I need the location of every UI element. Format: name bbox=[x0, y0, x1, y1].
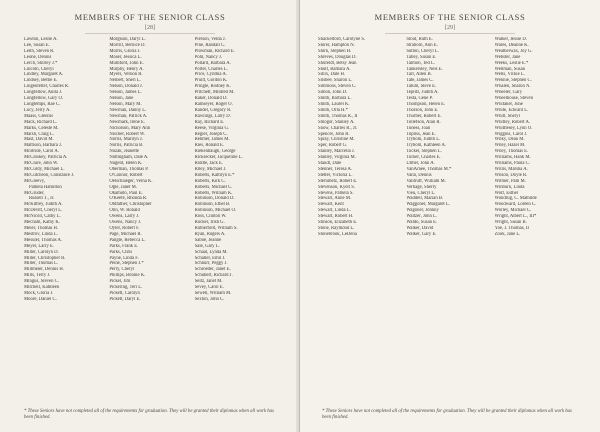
senior-name: Wilson, Doyle R. bbox=[494, 172, 528, 178]
senior-name: Longtemps, Rae C. bbox=[24, 101, 61, 107]
senior-name: Wells, Vickie L. bbox=[494, 72, 525, 78]
senior-name: Millmeier, Dennis H. bbox=[24, 267, 64, 273]
senior-name: Pine, Randall C. bbox=[194, 42, 226, 48]
senior-name: Plowman, Richard E. bbox=[194, 48, 235, 54]
senior-name: Shackelford, Carolyne S. bbox=[318, 37, 366, 42]
senior-name: Schroeder, Janet E. bbox=[194, 267, 231, 273]
senior-name: Pierson, Velda J. bbox=[194, 37, 226, 42]
senior-name: Smith, Orla H.* bbox=[318, 107, 348, 113]
senior-name: Silsbee, Sharon L. bbox=[318, 78, 353, 84]
senior-name: Spencer, John R. bbox=[318, 131, 350, 137]
page-heading: MEMBERS OF THE SENIOR CLASS bbox=[74, 12, 226, 22]
senior-name: Walker, Jessie D. bbox=[494, 37, 527, 42]
senior-name: Owens, Nancy J. bbox=[109, 220, 142, 226]
senior-name: Wilky, Dean M. bbox=[494, 137, 525, 143]
senior-name: Lee, Susan E. bbox=[24, 42, 50, 48]
senior-name: Mestrov, Linda L. bbox=[24, 231, 58, 237]
senior-name: Pangle, Rebecca L. bbox=[109, 237, 146, 243]
senior-name: Oldfather, Christopher bbox=[109, 202, 152, 208]
senior-name: Sutton, Cheryl L. bbox=[406, 48, 439, 54]
senior-name: Okamoto, Paul E. bbox=[109, 190, 143, 196]
senior-name: Stetter, Victoria L. bbox=[318, 172, 353, 178]
senior-name: Nelson, Donald J. bbox=[109, 84, 143, 90]
senior-name: Stevens, Pamela S. bbox=[318, 190, 354, 196]
senior-name: McDevitt, Cheryl L. bbox=[24, 208, 63, 214]
senior-name: Trybom, Judith L. bbox=[406, 137, 441, 143]
senior-name: Newmark, Irene E. bbox=[109, 119, 145, 125]
senior-name: Thurber, Robert E. bbox=[406, 113, 442, 119]
name-columns bbox=[24, 37, 280, 303]
senior-name: Mesuler, Thomas A. bbox=[24, 237, 63, 243]
senior-name: Peine, Stephen J.* bbox=[109, 261, 144, 267]
senior-name: Stewart, Kent bbox=[318, 202, 344, 208]
page-heading: MEMBERS OF THE SENIOR CLASS bbox=[374, 12, 526, 22]
senior-name: Olin, W. Ronald bbox=[109, 208, 140, 214]
senior-name: Mattison, Barbara J. bbox=[24, 143, 63, 149]
senior-name: Parks, Frank E. bbox=[109, 243, 139, 249]
senior-name: Porter, Charles L. bbox=[194, 66, 228, 72]
senior-name: Mecham, Kathy K. bbox=[24, 220, 60, 226]
senior-name: Murphy, Henry A. bbox=[109, 66, 144, 72]
senior-name: Oberman, Thomas P. bbox=[109, 166, 149, 172]
footnote: * These Seniors have not completed all of the requirements for graduation. They will be granted their diplomas when all work has been finished. bbox=[24, 409, 274, 420]
name-columns bbox=[318, 37, 583, 238]
senior-name: Page, Michael R. bbox=[109, 231, 142, 237]
senior-name: Schaal, Lynda M. bbox=[194, 249, 228, 255]
senior-name: Mingus, Steven C. bbox=[24, 279, 59, 285]
senior-name: Sexton, John C. bbox=[194, 296, 225, 302]
name-column bbox=[195, 37, 280, 303]
senior-name: Miller, Thomas L. bbox=[24, 261, 59, 267]
senior-name: Zook, Jane L. bbox=[494, 231, 521, 237]
senior-name: Ray, Richard E. bbox=[194, 119, 225, 125]
senior-name: Mack, Richard L. bbox=[24, 119, 58, 125]
senior-name: Pritchett, Mildred M. bbox=[194, 90, 235, 96]
senior-name: Nottingham, Dale A. bbox=[109, 155, 149, 161]
senior-name: O'Connor, Robert bbox=[109, 172, 143, 178]
senior-name: Lawton, Leslie A. bbox=[24, 37, 58, 42]
senior-name: Stonebrook, LeDena bbox=[318, 231, 357, 237]
senior-name: Owens, Larry J. bbox=[109, 214, 140, 220]
senior-name: Vieu, Cheryl L. bbox=[406, 190, 436, 196]
senior-name: Winburn, Linda bbox=[494, 184, 525, 190]
senior-name: Whalen, Sharon N. bbox=[494, 84, 531, 90]
senior-name: Talley, Susan E. bbox=[406, 54, 437, 60]
senior-name: Pickett, Carolyn bbox=[109, 290, 140, 296]
senior-name: Ricksecker, Jacqueline L. bbox=[194, 155, 243, 161]
senior-name: Norris, Patricia B. bbox=[109, 143, 144, 149]
senior-name: Morris, Gloria J. bbox=[109, 48, 141, 54]
senior-name: Riley, Michael J. bbox=[194, 166, 227, 172]
name-column bbox=[318, 37, 406, 238]
senior-name: Worley, Michael C. bbox=[494, 208, 532, 214]
senior-name: Stewart, Linda L. bbox=[318, 208, 351, 214]
senior-name: Tatum, Steve E. bbox=[406, 84, 437, 90]
senior-name: Morrill, Bernice D. bbox=[109, 42, 146, 48]
senior-name: VanArnee, Thomas M.* bbox=[406, 166, 452, 172]
senior-name: Wright, Albert L., III* bbox=[494, 214, 537, 220]
senior-name: Weatherwax, Joy G. bbox=[494, 48, 533, 54]
senior-name: Stanley, Virginia M. bbox=[318, 155, 356, 161]
senior-name: O'Keefe, Rhonda R. bbox=[109, 196, 148, 202]
senior-name: Mills, Terry J. bbox=[24, 273, 51, 279]
senior-name: Nugent, Helen K. bbox=[109, 161, 143, 167]
senior-name: Wares, Deanne K. bbox=[494, 42, 529, 48]
senior-name: Strahorn, Ann E. bbox=[406, 42, 438, 48]
senior-name: Mumford, John E. bbox=[109, 60, 144, 66]
senior-name: Williams, Paula C. bbox=[494, 161, 530, 167]
senior-name: Marsh, Craig L. bbox=[24, 131, 54, 137]
senior-name: Topliss, Jean E. bbox=[406, 131, 436, 137]
senior-name: Stanley, Marcella J. bbox=[318, 149, 355, 155]
senior-name: Shufeldt, Betsy Jean bbox=[318, 60, 357, 66]
senior-name: Talmon, Ted L. bbox=[406, 60, 436, 66]
senior-name: Simon, John D. bbox=[318, 90, 348, 96]
senior-name: Neibert, Sheri L. bbox=[109, 78, 141, 84]
senior-name: Whittlesey, Lynn O. bbox=[494, 125, 533, 131]
senior-name: McClure, John W. bbox=[24, 161, 59, 167]
senior-name: Pickering, Teri L. bbox=[109, 285, 143, 291]
senior-name: Longfellow, Anita J. bbox=[24, 90, 63, 96]
senior-name: Ulmer, John A. bbox=[406, 161, 435, 167]
senior-name: Mast, David M. bbox=[24, 137, 54, 143]
senior-name: Moser, Jessica L. bbox=[109, 54, 142, 60]
senior-name: Miller, Christopher R. bbox=[24, 255, 66, 261]
senior-name: Nelson, Mary M. bbox=[109, 101, 142, 107]
senior-name: Mock, Gloria J. bbox=[24, 290, 54, 296]
senior-name: Woodward, Loreen C. bbox=[494, 202, 537, 208]
senior-name: Oyler, Robert F. bbox=[109, 226, 140, 231]
senior-name: Testa, Gene P. bbox=[406, 96, 433, 102]
senior-name: Smith, Laurel K. bbox=[318, 101, 350, 107]
senior-name: Williams, Hank M. bbox=[494, 155, 531, 161]
name-column bbox=[24, 37, 109, 303]
senior-name: Pohl, Nancy J. bbox=[194, 54, 222, 60]
senior-name: Yoe, J. Thomas, II bbox=[494, 226, 529, 231]
senior-name: Saboe, Jeanne bbox=[194, 237, 222, 243]
senior-name: Sternmetz, Robert E. bbox=[318, 178, 358, 184]
senior-name: Wondrug, C. Mathilde bbox=[494, 196, 537, 202]
senior-name: Thorson, John E. bbox=[406, 107, 439, 113]
page-number: [29] bbox=[445, 25, 455, 31]
senior-name: Smogor, Stanley A. bbox=[318, 119, 355, 125]
senior-name: Teplitz, Judith A. bbox=[406, 90, 439, 96]
senior-name: Thompson, Helen E. bbox=[406, 101, 446, 107]
senior-name: Pickett, Daryl E. bbox=[109, 296, 141, 302]
senior-name: Sper, Robert G. bbox=[318, 143, 348, 149]
senior-name: Seitz, Janet M. bbox=[194, 279, 223, 285]
senior-name: Walker, Gary E. bbox=[406, 231, 437, 237]
senior-name: Stout, Ruth E. bbox=[406, 37, 433, 42]
senior-name: Wennie, Stephen C. bbox=[494, 78, 532, 84]
senior-name: Wiley, Thomas E. bbox=[494, 149, 529, 155]
senior-name: Ries, Ronald E. bbox=[194, 143, 225, 149]
senior-name: Schnurr, Peggy J. bbox=[194, 261, 228, 267]
senior-name: Tankersley, Nels E. bbox=[406, 66, 443, 72]
name-column bbox=[109, 37, 194, 303]
senior-name: Payne, Linda F. bbox=[109, 255, 139, 261]
senior-name: Willis, Marsha A. bbox=[494, 166, 528, 172]
senior-name: Riddle, Jack E. bbox=[194, 161, 224, 167]
senior-name: Wright, Susan B. bbox=[494, 220, 527, 226]
name-column bbox=[406, 37, 494, 238]
senior-name: Stinson, Elizabeth E. bbox=[318, 220, 358, 226]
senior-name: McGruder, bbox=[24, 190, 45, 196]
senior-name: Ross, Clinton W. bbox=[194, 214, 227, 220]
senior-name: Myers, Vernon R. bbox=[109, 72, 143, 78]
senior-name: Webster, Jane bbox=[494, 54, 521, 60]
senior-name: Schaller, Emil J. bbox=[194, 255, 226, 261]
senior-name: Miller, Carolyn D. bbox=[24, 249, 59, 255]
senior-name: Nischer, Robert W. bbox=[109, 131, 146, 137]
senior-name: Sillix, Dale H. bbox=[318, 72, 346, 78]
senior-name: Price, Cynthia A. bbox=[194, 72, 227, 78]
senior-name: Whitley, Robert A. bbox=[494, 119, 531, 125]
senior-name: Lindley, Margaret A. bbox=[24, 72, 64, 78]
senior-name: Stewart, Anne M. bbox=[318, 196, 352, 202]
senior-name: Wheeler, Gary bbox=[494, 90, 523, 96]
senior-name: Marks, Celeste M. bbox=[24, 125, 59, 131]
senior-name: Wellman, Susan bbox=[494, 66, 526, 72]
senior-name: Waggoner, Margaret L. bbox=[406, 202, 450, 208]
senior-name: Shutt, Barbara A. bbox=[318, 66, 351, 72]
senior-name: Waddell, Marian B. bbox=[406, 196, 444, 202]
senior-name: Perry, Cheryl bbox=[109, 267, 135, 273]
senior-name: Robinson, Donald D. bbox=[194, 196, 235, 202]
senior-name: Meyer, Larry E. bbox=[24, 243, 55, 249]
senior-name: Wagoner, Johnny bbox=[406, 208, 439, 214]
senior-name: Lincoln, Cheryl bbox=[24, 66, 54, 72]
senior-name: Pollard, Barbara A. bbox=[194, 60, 231, 66]
senior-name: Lindsey, Bettie E. bbox=[24, 78, 58, 84]
senior-name: Witmer, Pam M. bbox=[494, 178, 526, 184]
senior-name: Leith, Steven R. bbox=[24, 48, 55, 54]
senior-name: Turner, Charles E. bbox=[406, 155, 441, 161]
senior-name: Raker, Donald D. bbox=[194, 96, 228, 102]
senior-name: McNicoll, Cathy L. bbox=[24, 214, 61, 220]
senior-name: Smith, Thomas R., II bbox=[318, 113, 358, 119]
senior-name: Tarr, Allen B. bbox=[406, 72, 432, 78]
senior-name: Riekenbaugh, George bbox=[194, 149, 236, 155]
senior-name: Rutherford, William S. bbox=[194, 226, 238, 231]
senior-name: McCutcheon, Constance J. bbox=[24, 172, 75, 178]
divider bbox=[85, 33, 215, 34]
senior-name: Newman, Patrick A. bbox=[109, 113, 148, 119]
senior-name: Staudt, Dale bbox=[318, 161, 342, 167]
senior-name: Meier, Thomas H. bbox=[24, 226, 59, 231]
senior-name: Ryan, Rogers A. bbox=[194, 231, 226, 237]
senior-name: McCloskey, Patricia A. bbox=[24, 155, 68, 161]
senior-name: Stenner, Teresa A. bbox=[318, 166, 353, 172]
senior-name: Oelschlaeger, Verna K. bbox=[109, 178, 153, 184]
senior-name: McBride, Carol A. bbox=[24, 149, 59, 155]
senior-name: Toness, Joan bbox=[406, 125, 431, 131]
senior-name: Russell T., Jr. bbox=[29, 196, 55, 202]
senior-name: Wolf, Esther bbox=[494, 190, 519, 196]
footnote: * These Seniors have not completed all of the requirements for graduation. They will be granted their diplomas when all work has been finished. bbox=[322, 409, 572, 420]
senior-name: Morgison, Daryl L. bbox=[109, 37, 146, 42]
senior-name: Nelson, Jane bbox=[109, 96, 134, 102]
page-number: [28] bbox=[145, 25, 155, 31]
senior-name: Norris, Marilyn J. bbox=[109, 137, 143, 143]
senior-name: Whitaker, June bbox=[494, 101, 523, 107]
senior-name: Longfellow, Gary O. bbox=[24, 96, 64, 102]
senior-name: Nelson, James L. bbox=[109, 90, 142, 96]
senior-name: Pickel, Jim bbox=[109, 279, 131, 285]
senior-name: Vantruff, William M. bbox=[406, 178, 446, 184]
senior-name: Snow, Charles R., Jr. bbox=[318, 125, 358, 131]
senior-name: Tuckel, Stephen L. bbox=[406, 149, 442, 155]
senior-name: McGreevy, bbox=[24, 178, 45, 184]
senior-name: Waldo, Susan E. bbox=[406, 220, 438, 226]
senior-name: Roberts, William K. bbox=[194, 190, 233, 196]
senior-name: Leone, Dennis bbox=[24, 54, 52, 60]
senior-name: Reese, Virginia G. bbox=[194, 125, 230, 131]
senior-name: Robinson, Ethel B. bbox=[194, 202, 231, 208]
senior-name: Lucy, Jerry A. bbox=[24, 107, 51, 113]
name-column bbox=[495, 37, 583, 238]
senior-name: Weeks, Leslie E.* bbox=[494, 60, 529, 66]
senior-name: Stone, Raymond L. bbox=[318, 226, 355, 231]
senior-name: Parks, Chris bbox=[109, 249, 133, 255]
senior-name: Rehmer, James M. bbox=[194, 137, 230, 143]
senior-name: Regier, Joseph C. bbox=[194, 131, 228, 137]
senior-name: Shirk, Stephen H. bbox=[318, 48, 352, 54]
senior-name: Rawlings, Larry D. bbox=[194, 113, 231, 119]
senior-name: Shirer, Hampton N. bbox=[318, 42, 355, 48]
senior-name: Sevey, Carol E. bbox=[194, 285, 224, 291]
senior-name: White, Edward L. bbox=[494, 107, 529, 113]
senior-name: Mitchell, Kathleen bbox=[24, 285, 60, 291]
senior-name: Pruitt, Gordon K. bbox=[194, 78, 228, 84]
senior-name: Lerch, Shirley J.* bbox=[24, 60, 58, 66]
senior-name: Tate, James C. bbox=[406, 78, 434, 84]
senior-name: Smith, Barbara L. bbox=[318, 96, 352, 102]
senior-name: Roberts, Michael C. bbox=[194, 184, 233, 190]
senior-name: Ogle, Janet M. bbox=[109, 184, 137, 190]
senior-name: Stevenson, Kyell S. bbox=[318, 184, 355, 190]
senior-name: Walker, David bbox=[406, 226, 434, 231]
senior-name: Stewart, Robert H. bbox=[318, 214, 354, 220]
senior-name: Wheelhouse, Steven bbox=[494, 96, 533, 102]
senior-name: Sewell, William M. bbox=[194, 290, 232, 296]
senior-name: Ramseyer, Roger O. bbox=[194, 101, 233, 107]
senior-name: Trybom, Kathleen A. bbox=[406, 143, 446, 149]
senior-name: Robinson, Michael O. bbox=[194, 208, 237, 214]
senior-name: McCurdy, Michael L. bbox=[24, 166, 65, 172]
senior-name: Newman, Danny L. bbox=[109, 107, 147, 113]
senior-name: Rucker, Irish G. bbox=[194, 220, 225, 226]
right-page bbox=[300, 0, 600, 432]
senior-name: Pringle, Rodney K. bbox=[194, 84, 231, 90]
senior-name: Lingenfelter, Charles R. bbox=[24, 84, 70, 90]
divider bbox=[385, 33, 515, 34]
senior-name: Spray, Christine M. bbox=[318, 137, 355, 143]
senior-name: Schubert, Richard J. bbox=[194, 273, 233, 279]
senior-name: Moore, Daniel C. bbox=[24, 296, 57, 302]
senior-name: Randel, Gregory R. bbox=[194, 107, 232, 113]
senior-name: Vann, Dennis bbox=[406, 172, 432, 178]
senior-name: Wiley, Hazel M. bbox=[494, 143, 526, 149]
senior-name: Wiggins, Carol J. bbox=[494, 131, 528, 137]
senior-name: Maass, Glennis bbox=[24, 113, 53, 119]
senior-name: Verhage, Sherry bbox=[406, 184, 437, 190]
senior-name: Roberts, Kirk C. bbox=[194, 178, 226, 184]
senior-name: Whitt, Sheryl bbox=[494, 113, 520, 119]
senior-name: Nozak, Jeanette bbox=[109, 149, 140, 155]
senior-name: McKittrey, Judith A. bbox=[24, 202, 63, 208]
senior-name: Simmons, Steven C. bbox=[318, 84, 357, 90]
senior-name: Waitzer, John L. bbox=[406, 214, 438, 220]
senior-name: Tollefson, Alan R. bbox=[406, 119, 441, 125]
senior-name: Sale, Gary L. bbox=[194, 243, 220, 249]
senior-name: Shreves, Douglas D. bbox=[318, 54, 357, 60]
senior-name: Nicholson, Mary Ann bbox=[109, 125, 151, 131]
senior-name: Phillips, Bonnie K. bbox=[109, 273, 146, 279]
senior-name: Roberts, Kathryn E.* bbox=[194, 172, 235, 178]
senior-name: Pamela Hamilton bbox=[29, 184, 62, 190]
